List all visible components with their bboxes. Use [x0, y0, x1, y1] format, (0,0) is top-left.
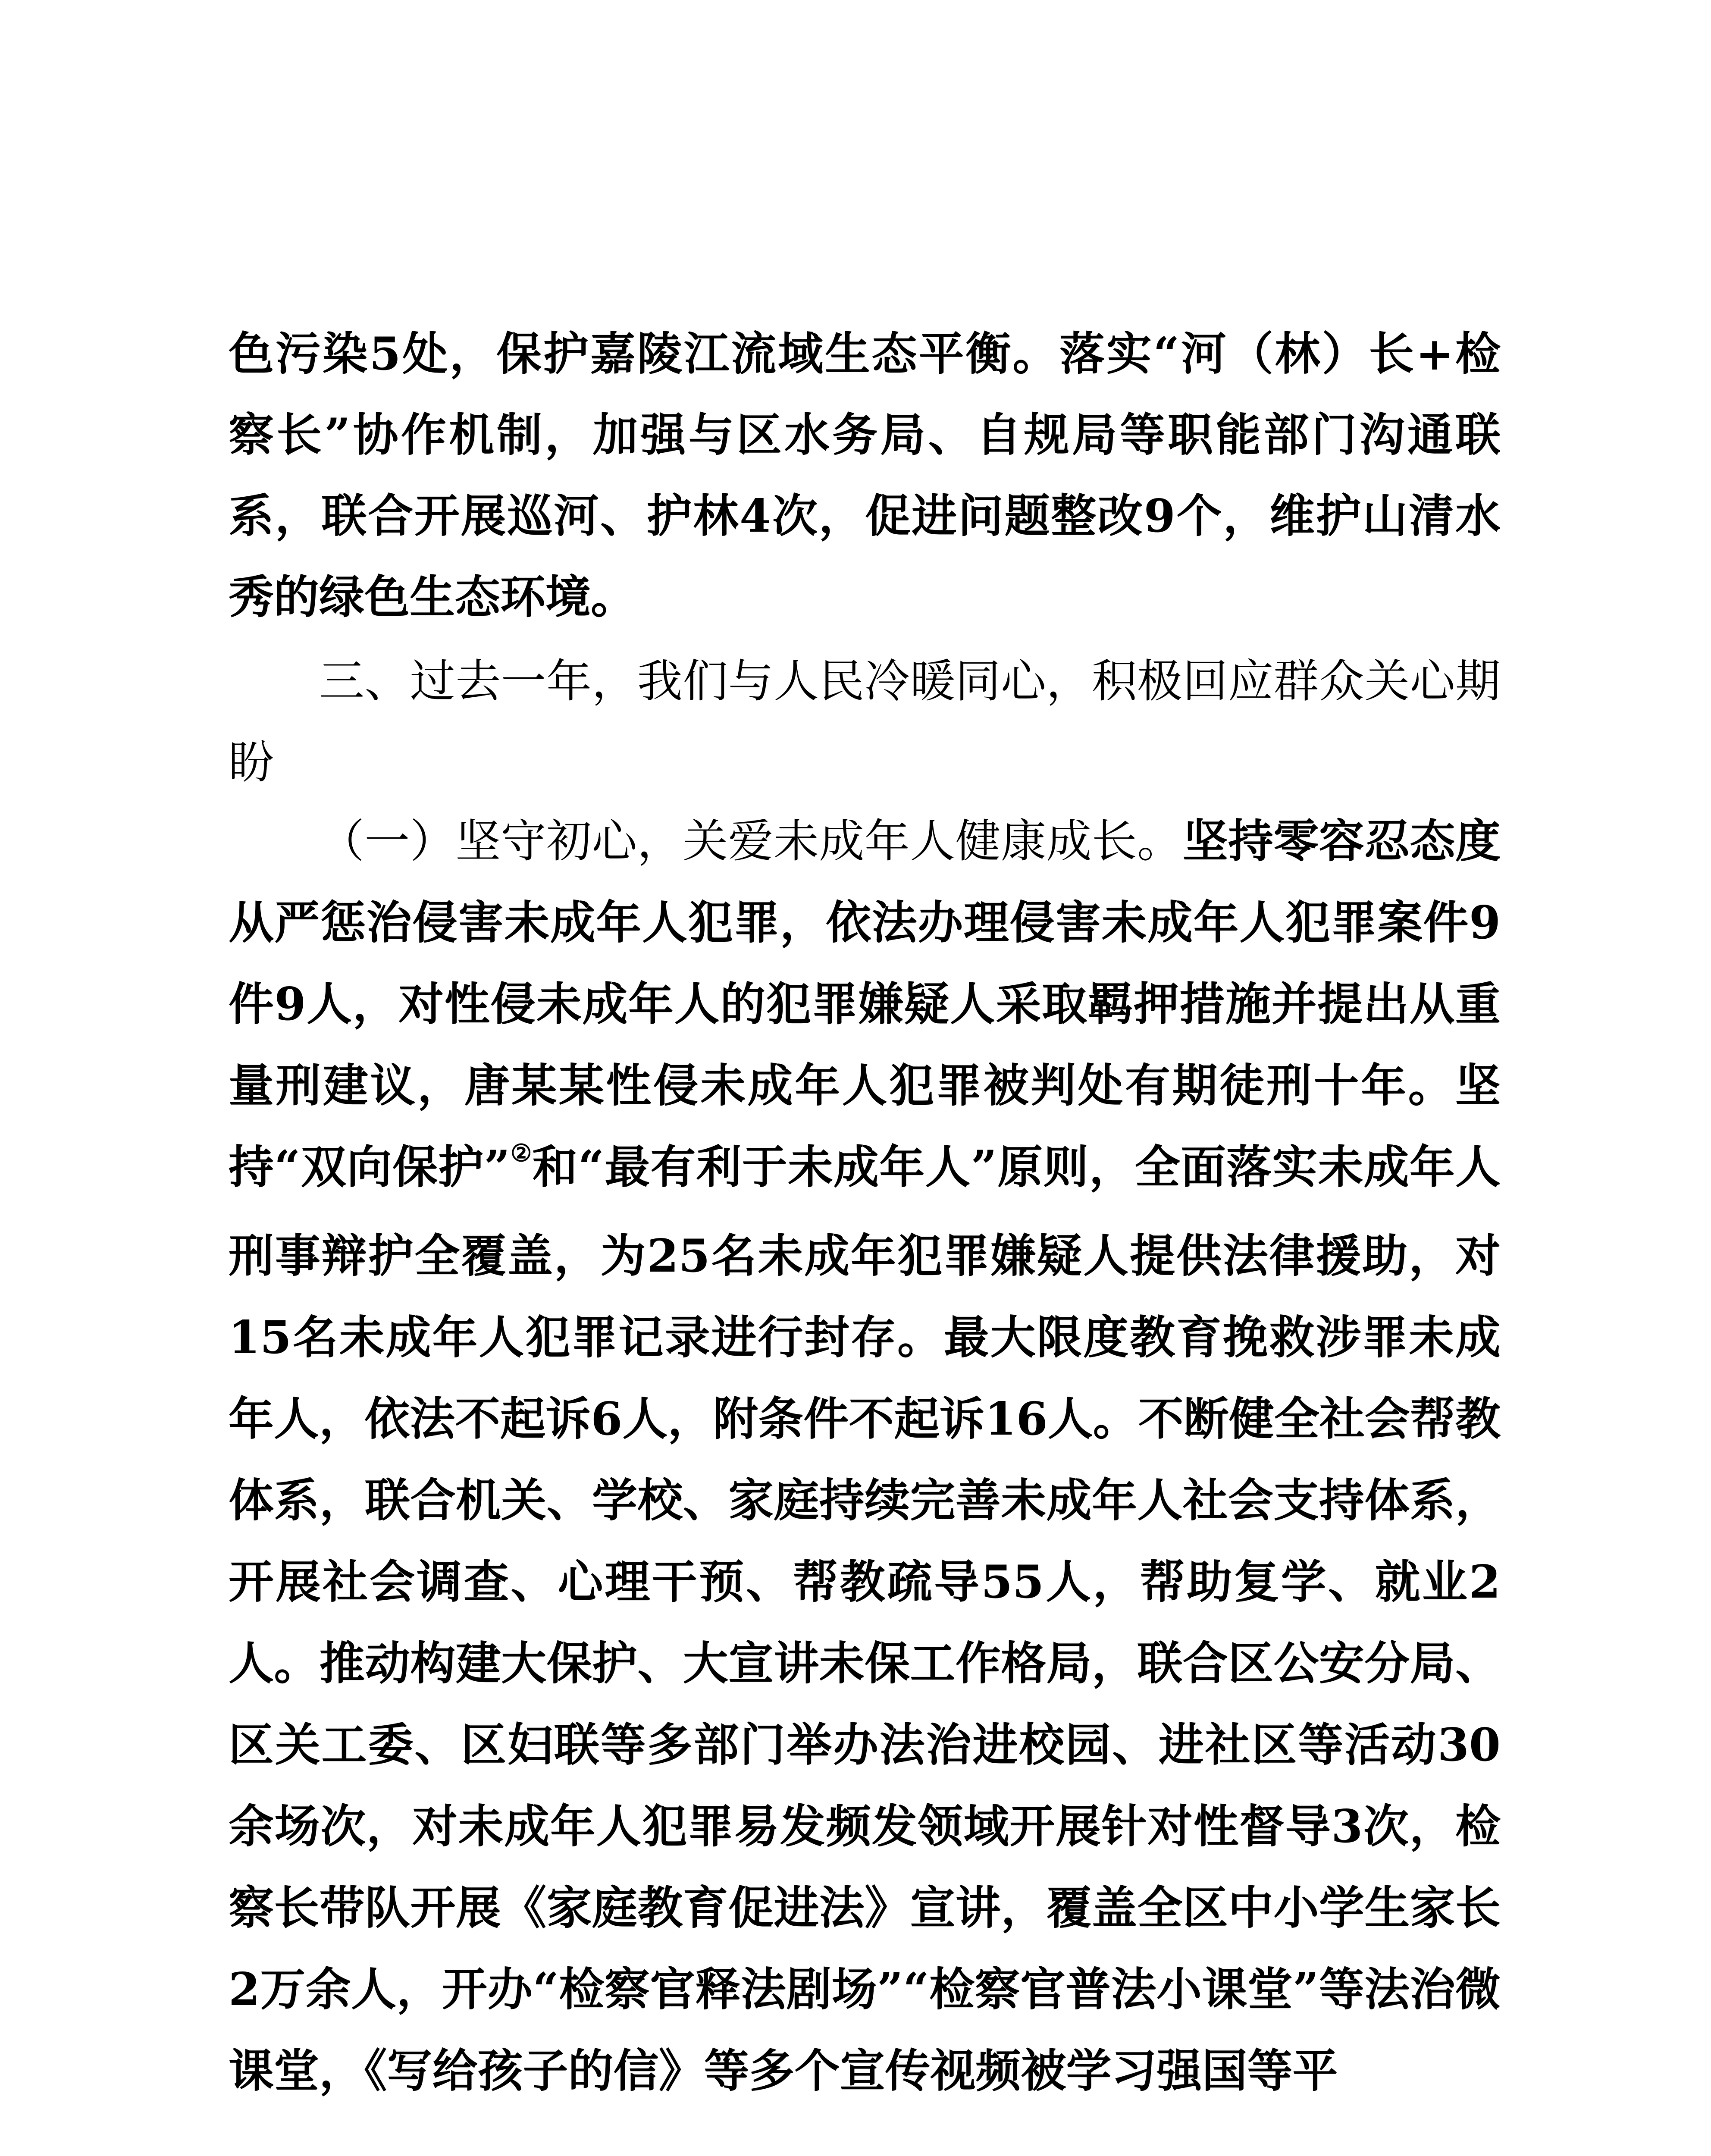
paragraph-text: 色污染5处，保护嘉陵江流域生态平衡。落实“河（林）长+检察长”协作机制，加强与区水务局、自规局等职能部门沟通联系，联合开展巡河、护林4次，促进问题整改9个，维护山清水秀的绿色生态环境。 — [229, 327, 1501, 624]
subsection-text — [229, 800, 1501, 2112]
subsection-paragraph — [229, 800, 1501, 2112]
footnote-mark: ② — [510, 1139, 533, 1167]
section-heading-text: 三、过去一年，我们与人民冷暖同心，积极回应群众关心期盼 — [229, 655, 1501, 789]
section-heading — [229, 641, 1501, 803]
subsection-body-part2: 和“最有利于未成年人”原则，全面落实未成年人刑事辩护全覆盖，为25名未成年犯罪嫌疑人提供法律援助，对15名未成年人犯罪记录进行封存。最大限度教育挽救涉罪未成年人，依法不起诉6人，附条件不起诉16人。不断健全社会帮教体系，联合机关、学校、家庭持续完善未成年人社会支持体系，开展社会调查、心理干预、帮教疏导55人，帮助复学、就业2人。推动构建大保护、大宣讲未保工作格局，联合区公安分局、区关工委、区妇联等多部门举办法治进校园、进社区等活动30余场次，对未成年人犯罪易发频发领域开展针对性督导3次，检察长带队开展《家庭教育促进法》宣讲，覆盖全区中小学生家长2万余人，开办“检察官释法剧场”“检察官普法小课堂”等法治微课堂，《写给孩子的信》等多个宣传视频被学习强国等平 — [229, 1140, 1501, 2097]
subsection-lead: （一）坚守初心，关爱未成年人健康成长。 — [319, 815, 1183, 868]
subsection-body-part1: 坚持零容忍态度从严惩治侵害未成年人犯罪，依法办理侵害未成年人犯罪案件9件9人，对性侵未成年人的犯罪嫌疑人采取羁押措施并提出从重量刑建议，唐某某性侵未成年人犯罪被判处有期徒刑十年。坚持“双向保护” — [229, 814, 1501, 1194]
continued-paragraph — [229, 313, 1501, 637]
